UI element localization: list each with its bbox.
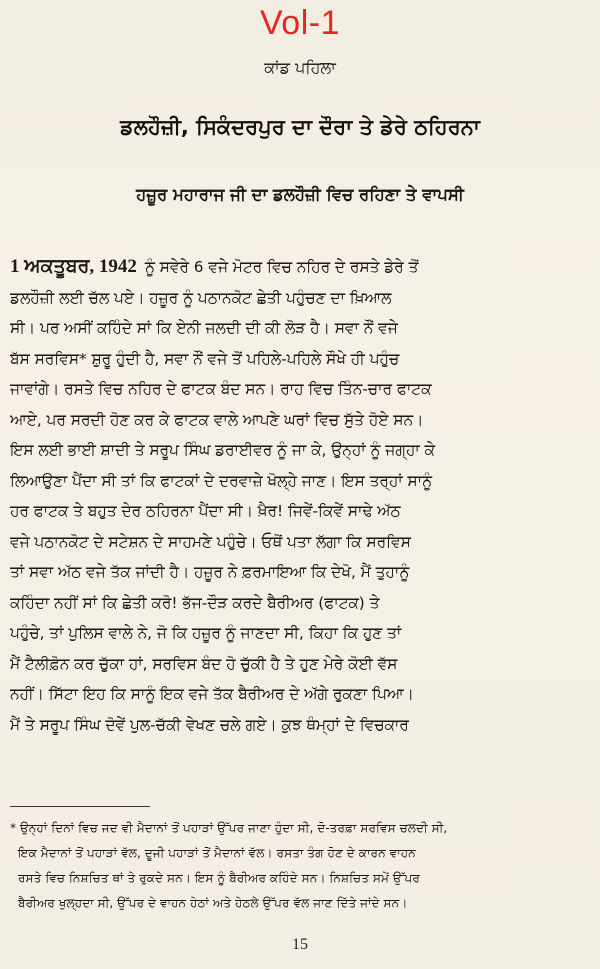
page-title: ਡਲਹੌਜ਼ੀ, ਸਿਕੰਦਰਪੁਰ ਦਾ ਦੌਰਾ ਤੇ ਡੇਰੇ ਠਹਿਰਨਾ [120,115,480,139]
section-subtitle: ਹਜ਼ੂਰ ਮਹਾਰਾਜ ਜੀ ਦਾ ਡਲਹੌਜ਼ੀ ਵਿਚ ਰਹਿਣਾ ਤੇ ਵਾਪਸੀ [136,185,464,204]
body-line: ਸੀ। ਪਰ ਅਸੀਂ ਕਹਿੰਦੇ ਸਾਂ ਕਿ ਏਨੀ ਜਲਦੀ ਦੀ ਕੀ ਲੋੜ ਹੈ। ਸਵਾ ਨੌਂ ਵਜੇ [10,319,398,337]
chapter-heading: ਕਾਂਡ ਪਹਿਲਾ [264,58,336,77]
body-line: ਮੈਂ ਟੈਲੀਫ਼ੋਨ ਕਰ ਚੁੱਕਾ ਹਾਂ, ਸਰਵਿਸ ਬੰਦ ਹੋ ਚੁੱਕੀ ਹੈ ਤੇ ਹੁਣ ਮੇਰੇ ਕੋਈ ਵੱਸ [10,654,398,673]
body-line: ਇਸ ਲਈ ਭਾਈ ਸ਼ਾਦੀ ਤੇ ਸਰੂਪ ਸਿੰਘ ਡਰਾਈਵਰ ਨੂੰ ਜਾ ਕੇ, ਉਨ੍ਹਾਂ ਨੂੰ ਜਗ੍ਹਾ ਕੇ [10,441,435,459]
body-paragraph [10,252,593,740]
page-number: 15 [292,936,308,953]
footnote-line: ਇਕ ਮੈਦਾਨਾਂ ਤੋਂ ਪਹਾੜਾਂ ਵੱਲ, ਦੂਜੀ ਪਹਾੜਾਂ ਤੋਂ ਮੈਦਾਨਾਂ ਵੱਲ। ਰਸਤਾ ਤੰਗ ਹੋਣ ਦੇ ਕਾਰਨ ਵਾਹਨ [18,846,416,860]
body-line: ਨਹੀਂ। ਸਿੱਟਾ ਇਹ ਕਿ ਸਾਨੂੰ ਇਕ ਵਜੇ ਤੱਕ ਬੈਰੀਅਰ ਦੇ ਅੱਗੇ ਰੁਕਣਾ ਪਿਆ। [10,685,414,703]
body-line: ਪਹੁੰਚੇ, ਤਾਂ ਪੁਲਿਸ ਵਾਲੇ ਨੇ, ਜੋ ਕਿ ਹਜ਼ੂਰ ਨੂੰ ਜਾਣਦਾ ਸੀ, ਕਿਹਾ ਕਿ ਹੁਣ ਤਾਂ [10,624,402,642]
footnote [10,816,593,916]
footnote-line: * ਉਨ੍ਹਾਂ ਦਿਨਾਂ ਵਿਚ ਜਦ ਵੀ ਮੈਦਾਨਾਂ ਤੋਂ ਪਹਾੜਾਂ ਉੱਪਰ ਜਾਣਾ ਹੁੰਦਾ ਸੀ, ਦੋ-ਤਰਫ਼ਾ ਸਰਵਿਸ ਚਲਦੀ ਸੀ, [10,821,448,835]
footnote-line: ਰਸਤੇ ਵਿਚ ਨਿਸ਼ਚਿਤ ਥਾਂ ਤੇ ਰੁਕਦੇ ਸਨ। ਇਸ ਨੂੰ ਬੈਰੀਅਰ ਕਹਿੰਦੇ ਸਨ। ਨਿਸ਼ਚਿਤ ਸਮੇਂ ਉੱਪਰ [18,871,420,885]
body-line: ਡਲਹੌਜ਼ੀ ਲਈ ਚੱਲ ਪਏ। ਹਜ਼ੂਰ ਨੂੰ ਪਠਾਨਕੋਟ ਛੇਤੀ ਪਹੁੰਚਣ ਦਾ ਖ਼ਿਆਲ [10,288,392,307]
body-line: ਬੱਸ ਸਰਵਿਸ* ਸ਼ੁਰੂ ਹੁੰਦੀ ਹੈ, ਸਵਾ ਨੌਂ ਵਜੇ ਤੋਂ ਪਹਿਲੇ-ਪਹਿਲੇ ਸੌਖੇ ਹੀ ਪਹੁੰਚ [10,349,400,368]
body-line: ਕਹਿੰਦਾ ਨਹੀਂ ਸਾਂ ਕਿ ਛੇਤੀ ਕਰੋ! ਭੱਜ-ਦੌੜ ਕਰਦੇ ਬੈਰੀਅਰ (ਫਾਟਕ) ਤੇ [10,593,380,612]
body-line: ਵਜੇ ਪਠਾਨਕੋਟ ਦੇ ਸਟੇਸ਼ਨ ਦੇ ਸਾਹਮਣੇ ਪਹੁੰਚੇ। ਓਥੋਂ ਪਤਾ ਲੱਗਾ ਕਿ ਸਰਵਿਸ [10,532,411,551]
footnote-divider [10,806,150,807]
body-line: ਲਿਆਉਣਾ ਪੈਂਦਾ ਸੀ ਤਾਂ ਕਿ ਫਾਟਕਾਂ ਦੇ ਦਰਵਾਜ਼ੇ ਖੋਲ੍ਹੇ ਜਾਣ। ਇਸ ਤਰ੍ਹਾਂ ਸਾਨੂੰ [10,471,432,490]
footnote-line: ਬੈਰੀਅਰ ਖੁਲ੍ਹਦਾ ਸੀ, ਉੱਪਰ ਦੇ ਵਾਹਨ ਹੇਠਾਂ ਅਤੇ ਹੇਠਲੇ ਉੱਪਰ ਵੱਲ ਜਾਣ ਦਿੱਤੇ ਜਾਂਦੇ ਸਨ। [18,896,408,910]
body-line [10,252,593,283]
body-line: ਤਾਂ ਸਵਾ ਅੱਠ ਵਜੇ ਤੱਕ ਜਾਂਦੀ ਹੈ। ਹਜ਼ੂਰ ਨੇ ਫ਼ਰਮਾਇਆ ਕਿ ਦੇਖੋ, ਮੈਂ ਤੁਹਾਨੂੰ [10,563,410,581]
body-line: ਆਏ, ਪਰ ਸਰਦੀ ਹੋਣ ਕਰ ਕੇ ਫਾਟਕ ਵਾਲੇ ਆਪਣੇ ਘਰਾਂ ਵਿਚ ਸੁੱਤੇ ਹੋਏ ਸਨ। [10,410,424,429]
body-line: ਮੈਂ ਤੇ ਸਰੂਪ ਸਿੰਘ ਦੋਵੇਂ ਪੁਲ-ਚੱਕੀ ਵੇਖਣ ਚਲੇ ਗਏ। ਕੁਝ ਥੰਮ੍ਹਾਂ ਦੇ ਵਿਚਕਾਰ [10,715,409,734]
volume-label: Vol-1 [260,4,340,42]
body-line: ਹਰ ਫਾਟਕ ਤੇ ਬਹੁਤ ਦੇਰ ਠਹਿਰਨਾ ਪੈਂਦਾ ਸੀ। ਖ਼ੈਰ! ਜਿਵੇਂ-ਕਿਵੇਂ ਸਾਢੇ ਅੱਠ [10,502,401,520]
body-line: ਜਾਵਾਂਗੇ। ਰਸਤੇ ਵਿਚ ਨਹਿਰ ਦੇ ਫਾਟਕ ਬੰਦ ਸਨ। ਰਾਹ ਵਿਚ ਤਿੰਨ-ਚਾਰ ਫਾਟਕ [10,380,432,398]
body-line-text: ਨੂੰ ਸਵੇਰੇ 6 ਵਜੇ ਮੋਟਰ ਵਿਚ ਨਹਿਰ ਦੇ ਰਸਤੇ ਡੇਰੇ ਤੋਂ [144,258,419,276]
date-lead: 1 ਅਕਤੂਬਰ, 1942 [10,256,137,277]
